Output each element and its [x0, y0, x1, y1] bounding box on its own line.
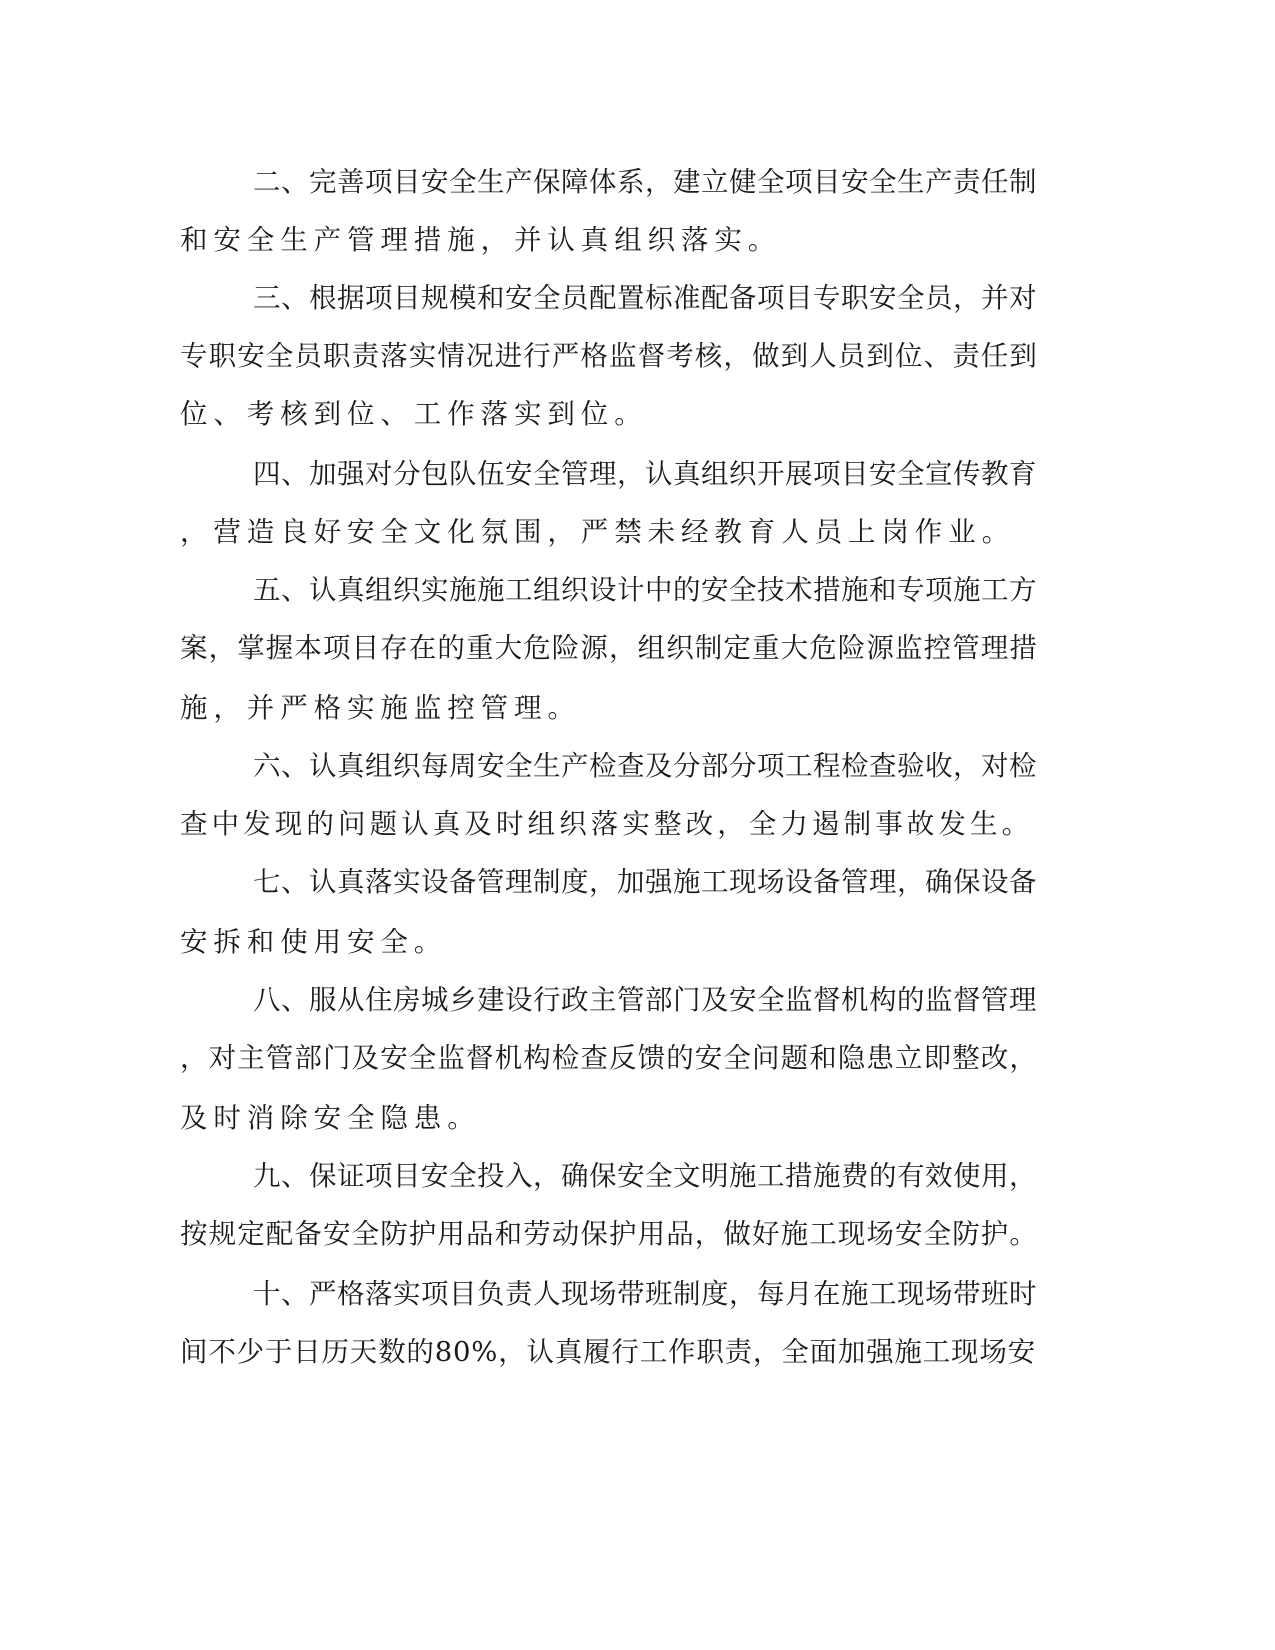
text-line: 六、认真组织每周安全生产检查及分部分项工程检查验收，对检: [253, 750, 1037, 782]
text-line: 八、服从住房城乡建设行政主管部门及安全监督机构的监督管理: [253, 984, 1037, 1016]
text-line: 案，掌握本项目存在的重大危险源，组织制定重大危险源监控管理措: [180, 632, 1038, 664]
text-line: 四、加强对分包队伍安全管理，认真组织开展项目安全宣传教育: [253, 458, 1037, 490]
text-line: 九、保证项目安全投入，确保安全文明施工措施费的有效使用，: [253, 1160, 1037, 1192]
text-line: ，对主管部门及安全监督机构检查反馈的安全问题和隐患立即整改，: [180, 1042, 1038, 1074]
text-line: 十、严格落实项目负责人现场带班制度，每月在施工现场带班时: [253, 1278, 1037, 1310]
text-line: 按规定配备安全防护用品和劳动保护用品，做好施工现场安全防护。: [180, 1218, 1038, 1250]
text-line: 查中发现的问题认真及时组织落实整改，全力遏制事故发生。: [180, 808, 1034, 840]
text-line: 及时消除安全隐患。: [180, 1102, 481, 1134]
text-line: ，营造良好安全文化氛围，严禁未经教育人员上岗作业。: [180, 516, 1015, 548]
text-line: 施，并严格实施监控管理。: [180, 692, 581, 724]
text-line: 间不少于日历天数的80%，认真履行工作职责，全面加强施工现场安: [180, 1336, 1036, 1368]
text-line: 和安全生产管理措施，并认真组织落实。: [180, 224, 782, 256]
text-line: 专职安全员职责落实情况进行严格监督考核，做到人员到位、责任到: [180, 340, 1038, 372]
text-line: 七、认真落实设备管理制度，加强施工现场设备管理，确保设备: [253, 866, 1037, 898]
text-line: 五、认真组织实施施工组织设计中的安全技术措施和专项施工方: [253, 574, 1037, 606]
text-line: 安拆和使用安全。: [180, 926, 448, 958]
text-line: 位、考核到位、工作落实到位。: [180, 398, 648, 430]
text-line: 三、根据项目规模和安全员配置标准配备项目专职安全员，并对: [253, 282, 1037, 314]
text-line: 二、完善项目安全生产保障体系，建立健全项目安全生产责任制: [253, 166, 1037, 198]
